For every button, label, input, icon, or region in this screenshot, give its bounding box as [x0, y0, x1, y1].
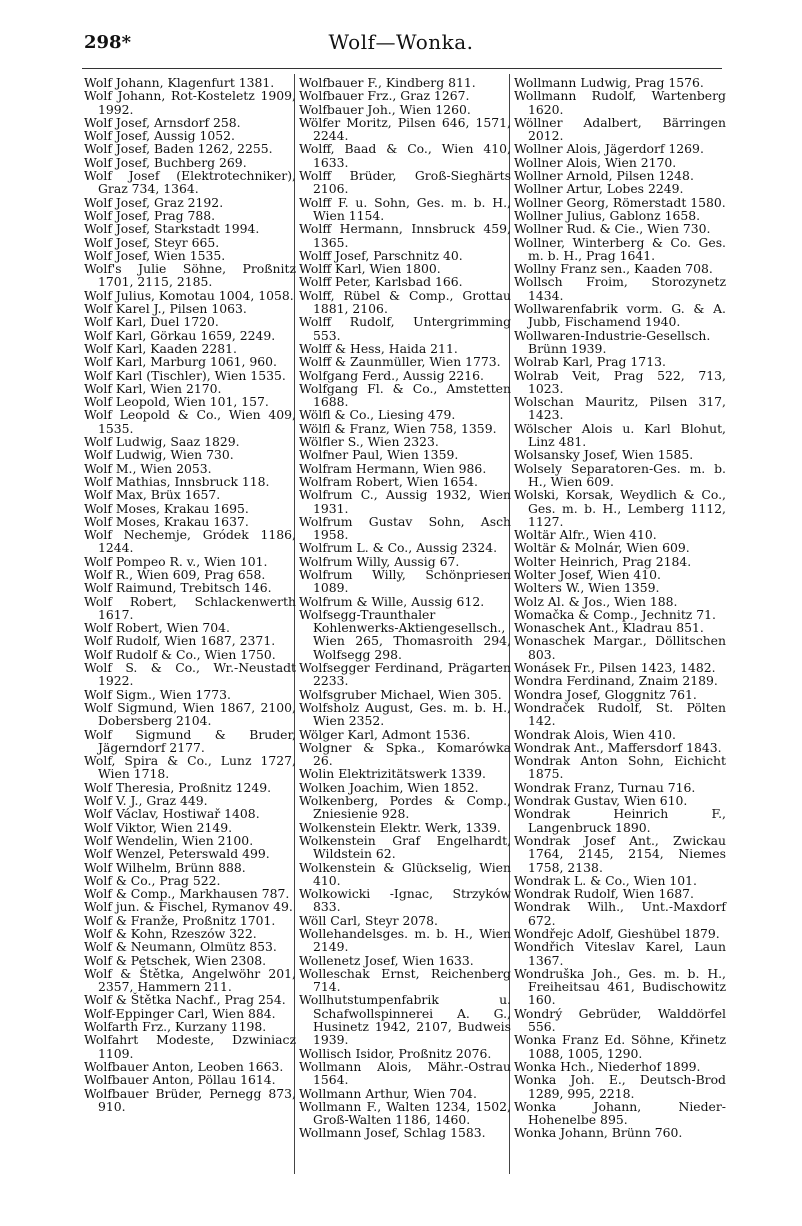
directory-entry: Wolfbauer Anton, Pöllau 1614.	[84, 1072, 276, 1088]
directory-entry: Wolfram Hermann, Wien 986.	[299, 460, 487, 476]
directory-entry: Wolfrum L. & Co., Aussig 2324.	[299, 540, 498, 556]
directory-entry: Wöllner Adalbert, Bärringen 2012.	[514, 114, 726, 144]
directory-entry: Woltär Alfr., Wien 410.	[514, 527, 657, 543]
directory-entry: Wondruška Joh., Ges. m. b. H., Freiheitsau 461, Budischowitz 160.	[514, 965, 726, 1008]
directory-entry: Wolfrum C., Aussig 1932, Wien 1931.	[299, 487, 511, 516]
directory-entry: Wolf Wenzel, Peterswald 499.	[84, 846, 270, 862]
directory-entry: Wolters W., Wien 1359.	[514, 580, 660, 596]
directory-entry: Wonaschek Ant., Kladrau 851.	[514, 620, 704, 636]
directory-entry: Wolkenstein Elektr. Werk, 1339.	[299, 819, 501, 835]
directory-entry: Wolf Karl, Wien 2170.	[84, 380, 222, 396]
directory-entry: Wolf & Co., Prag 522.	[84, 872, 221, 888]
directory-entry: Wolfsgruber Michael, Wien 305.	[299, 686, 502, 702]
directory-entry: Wolfsholz August, Ges. m. b. H., Wien 2352.	[299, 699, 511, 729]
directory-entry: Wolf Nechemje, Gródek 1186, 1244.	[84, 527, 296, 556]
directory-entry: Wölger Karl, Admont 1536.	[299, 726, 471, 742]
directory-entry: Wolfgang Fl. & Co., Amstetten 1688.	[299, 380, 511, 410]
directory-entry: Wöll Carl, Steyr 2078.	[299, 912, 438, 928]
directory-entry: Wolfbauer Joh., Wien 1260.	[299, 101, 471, 117]
directory-entry: Wolf Václav, Hostiwař 1408.	[84, 806, 260, 822]
directory-entry: Wollmann Arthur, Wien 704.	[299, 1085, 477, 1101]
directory-entry: Wolf Mathias, Innsbruck 118.	[84, 473, 270, 489]
directory-entry: Wolkenberg, Pordes & Comp., Zniesienie 928.	[299, 793, 511, 822]
directory-entry: Wondrak Josef Ant., Zwickau 1764, 2145, 2154, Niemes 1758, 2138.	[514, 832, 726, 875]
directory-entry: Wolf Raimund, Trebitsch 146.	[84, 580, 272, 596]
directory-entry: Wonka Hch., Niederhof 1899.	[514, 1058, 701, 1074]
directory-entry: Wolf Josef, Wien 1535.	[84, 247, 226, 263]
directory-entry: Wollmann Rudolf, Wartenberg 1620.	[514, 88, 726, 117]
directory-entry: Wollner Rud. & Cie., Wien 730.	[514, 221, 711, 237]
directory-entry: Wolf Robert, Schlackenwerth 1617.	[84, 593, 296, 622]
directory-entry: Wolf Josef, Baden 1262, 2255.	[84, 141, 273, 157]
directory-entry: Wollehandelsges. m. b. H., Wien 2149.	[299, 926, 511, 955]
directory-entry: Wolfram Robert, Wien 1654.	[299, 473, 478, 489]
directory-entry: Wolfahrt Modeste, Dzwiniacz 1109.	[84, 1032, 296, 1061]
directory-entry: Wolfgang Ferd., Aussig 2216.	[299, 367, 484, 383]
directory-entry: Wondrý Gebrüder, Walddörfel 556.	[514, 1005, 726, 1035]
directory-entry: Wollner, Winterberg & Co. Ges. m. b. H., Prag 1641.	[514, 234, 726, 263]
directory-entry: Wolf S. & Co., Wr.-Neustadt 1922.	[84, 660, 296, 689]
directory-entry: Wolf Karl, Görkau 1659, 2249.	[84, 327, 276, 343]
directory-entry: Wolfrum Gustav Sohn, Asch 1958.	[299, 513, 511, 543]
directory-entry: Wollwarenfabrik vorm. G. & A. Jubb, Fischamend 1940.	[514, 301, 726, 330]
directory-entry: Wollmann F., Walten 1234, 1502, Groß-Walten 1186, 1460.	[299, 1098, 511, 1128]
directory-entry: Wölfer Moritz, Pilsen 646, 1571, 2244.	[299, 114, 511, 144]
directory-entry: Wolf Karl, Kaaden 2281.	[84, 340, 237, 356]
directory-entry: Wolf Josef, Arnsdorf 258.	[84, 114, 241, 130]
directory-column-1	[84, 76, 296, 1113]
directory-entry: Wolgner & Spka., Komarówka 26.	[299, 739, 511, 769]
directory-entry: Wolff, Baad & Co., Wien 410, 1633.	[299, 141, 511, 170]
directory-entry: Wölscher Alois u. Karl Blohut, Linz 481.	[514, 420, 726, 450]
directory-entry: Wolf Max, Brüx 1657.	[84, 487, 221, 503]
directory-entry: Wondrak Gustav, Wien 610.	[514, 793, 688, 809]
directory-entry: Womačka & Comp., Jechnitz 71.	[514, 606, 716, 622]
directory-entry: Wolfbauer Brüder, Pernegg 873, 910.	[84, 1085, 296, 1114]
directory-entry: Wolf Moses, Krakau 1637.	[84, 513, 249, 529]
directory-entry: Wondrak Anton Sohn, Eichicht 1875.	[514, 753, 726, 782]
directory-entry: Wolfner Paul, Wien 1359.	[299, 447, 459, 463]
directory-entry: Wolsansky Josef, Wien 1585.	[514, 447, 694, 463]
directory-entry: Wolleschak Ernst, Reichenberg 714.	[299, 965, 511, 995]
directory-entry: Wollner Julius, Gablonz 1658.	[514, 207, 701, 223]
directory-entry: Wolf Wendelin, Wien 2100.	[84, 832, 254, 848]
directory-entry: Wollner Alois, Wien 2170.	[514, 154, 677, 170]
directory-entry: Wondrak Heinrich F., Langenbruck 1890.	[514, 806, 726, 835]
page-header	[0, 28, 802, 58]
directory-entry: Wondrak Ant., Maffersdorf 1843.	[514, 739, 722, 755]
directory-entry: Wolkenstein Graf Engelhardt, Wildstein 62.	[299, 832, 511, 862]
directory-entry: Wolff & Zaunmüller, Wien 1773.	[299, 354, 501, 370]
directory-entry: Wolf, Spira & Co., Lunz 1727, Wien 1718.	[84, 753, 296, 782]
directory-entry: Wolf Theresia, Proßnitz 1249.	[84, 779, 272, 795]
directory-entry: Wolff Peter, Karlsbad 166.	[299, 274, 463, 290]
directory-entry: Wollner Arnold, Pilsen 1248.	[514, 168, 694, 184]
directory-entry: Wolff Hermann, Innsbruck 459, 1365.	[299, 221, 511, 250]
directory-entry: Wolfrum Willy, Aussig 67.	[299, 553, 460, 569]
directory-column-3	[514, 76, 726, 1140]
directory-entry: Wolfrum Willy, Schönpriesen 1089.	[299, 566, 511, 596]
directory-entry: Wolter Heinrich, Prag 2184.	[514, 553, 692, 569]
directory-entry: Wondrak Rudolf, Wien 1687.	[514, 886, 694, 902]
directory-entry: Wolf Karl (Tischler), Wien 1535.	[84, 367, 286, 383]
directory-entry: Wolff Karl, Wien 1800.	[299, 261, 441, 277]
directory-entry: Wolf M., Wien 2053.	[84, 460, 212, 476]
directory-entry: Wolfsegg-Traunthaler Kohlenwerks-Aktiengesellsch., Wien 265, Thomasroith 294, Wolfsegg 298.	[299, 606, 511, 662]
directory-entry: Wölfler S., Wien 2323.	[299, 434, 439, 450]
header-rule	[82, 68, 722, 69]
directory-entry: Wolf Sigm., Wien 1773.	[84, 686, 231, 702]
directory-entry: Wonka Joh. E., Deutsch-Brod 1289, 995, 2218.	[514, 1072, 726, 1101]
directory-entry: Wollsch Froim, Storozynetz 1434.	[514, 274, 726, 303]
directory-entry: Wolf Ludwig, Saaz 1829.	[84, 434, 240, 450]
directory-entry: Wollny Franz sen., Kaaden 708.	[514, 261, 713, 277]
directory-entry: Wolff, Rübel & Comp., Grottau 1881, 2106.	[299, 287, 511, 317]
directory-entry: Wolter Josef, Wien 410.	[514, 566, 661, 582]
directory-entry: Wolrab Karl, Prag 1713.	[514, 354, 666, 370]
directory-entry: Wollmann Ludwig, Prag 1576.	[514, 75, 704, 90]
directory-entry: Wollner Alois, Jägerdorf 1269.	[514, 141, 704, 157]
directory-entry: Wondřejc Adolf, Gieshübel 1879.	[514, 926, 720, 941]
directory-entry: Wolschan Mauritz, Pilsen 317, 1423.	[514, 394, 726, 423]
directory-entry: Wolf-Eppinger Carl, Wien 884.	[84, 1005, 276, 1021]
directory-entry: Wolf Julius, Komotau 1004, 1058.	[84, 287, 294, 303]
directory-entry: Wollmann Josef, Schlag 1583.	[299, 1125, 486, 1141]
directory-entry: Wölfl & Co., Liesing 479.	[299, 407, 456, 423]
directory-entry: Wolf Leopold & Co., Wien 409, 1535.	[84, 407, 296, 436]
directory-entry: Wolski, Korsak, Weydlich & Co., Ges. m. b. H., Lemberg 1112, 1127.	[514, 487, 726, 529]
directory-entry: Wolf Josef, Graz 2192.	[84, 194, 224, 210]
directory-entry: Wolfrum & Wille, Aussig 612.	[299, 593, 485, 609]
directory-entry: Wolfsegger Ferdinand, Prägarten 2233.	[299, 660, 511, 689]
directory-entry: Wollhutstumpenfabrik u. Schafwollspinnerei A. G., Husinetz 1942, 2107, Budweis 1939.	[299, 992, 511, 1048]
directory-entry: Wolf Sigmund & Bruder, Jägerndorf 2177.	[84, 726, 296, 755]
directory-entry: Wonka Johann, Brünn 760.	[514, 1125, 683, 1141]
directory-entry: Wonaschek Margar., Döllitschen 803.	[514, 633, 726, 662]
directory-entry: Wolf & Štětka, Angelwöhr 201, 2357, Hammern 211.	[84, 965, 296, 995]
directory-entry: Wolf Moses, Krakau 1695.	[84, 500, 249, 516]
directory-entry: Wollwaren-Industrie-Gesellsch. Brünn 1939.	[514, 327, 711, 356]
directory-entry: Wolf & Štětka Nachf., Prag 254.	[84, 992, 286, 1008]
directory-entry: Wolf Wilhelm, Brünn 888.	[84, 859, 246, 875]
directory-entry: Wolff & Hess, Haida 211.	[299, 340, 458, 356]
directory-entry: Wollisch Isidor, Proßnitz 2076.	[299, 1045, 492, 1061]
directory-entry: Wolf Pompeo R. v., Wien 101.	[84, 553, 268, 569]
directory-entry: Wonka Johann, Nieder-Hohenelbe 895.	[514, 1098, 726, 1128]
directory-entry: Wolkenstein & Glückselig, Wien 410.	[299, 859, 511, 888]
page-number: 298*	[84, 32, 131, 53]
directory-entry: Wolz Al. & Jos., Wien 188.	[514, 593, 678, 609]
directory-entry: Wolf Karl, Marburg 1061, 960.	[84, 354, 277, 370]
directory-entry: Wolfbauer F., Kindberg 811.	[299, 75, 476, 90]
directory-entry: Wolfbauer Frz., Graz 1267.	[299, 88, 470, 104]
directory-entry: Wolf Karl, Duel 1720.	[84, 314, 219, 330]
directory-entry: Wollner Artur, Lobes 2249.	[514, 181, 684, 197]
directory-entry: Wolin Elektrizitätswerk 1339.	[299, 766, 486, 782]
directory-entry: Wölfl & Franz, Wien 758, 1359.	[299, 420, 497, 436]
running-title: Wolf—Wonka.	[328, 30, 474, 54]
directory-entry: Wolf Josef (Elektrotechniker), Graz 734, 1364.	[84, 168, 296, 197]
directory-entry: Wolf Rudolf, Wien 1687, 2371.	[84, 633, 276, 649]
directory-entry: Wolkowicki -Ignac, Strzyków 833.	[299, 886, 511, 915]
directory-entry: Wolf jun. & Fischel, Rymanov 49.	[84, 899, 293, 915]
directory-entry: Wolff Rudolf, Untergrimming 553.	[299, 314, 511, 343]
directory-entry: Wollner Georg, Römerstadt 1580.	[514, 194, 726, 210]
directory-entry: Wolf Leopold, Wien 101, 157.	[84, 394, 269, 410]
directory-entry: Wolf Johann, Klagenfurt 1381.	[84, 75, 275, 90]
directory-entry: Wondraček Rudolf, St. Pölten 142.	[514, 699, 726, 729]
directory-entry: Wondrak Franz, Turnau 716.	[514, 779, 696, 795]
directory-entry: Wolf Josef, Starkstadt 1994.	[84, 221, 260, 237]
directory-entry: Wondřich Viteslav Karel, Laun 1367.	[514, 939, 726, 968]
directory-entry: Wolf Josef, Buchberg 269.	[84, 154, 247, 170]
directory-entry: Wolf R., Wien 609, Prag 658.	[84, 566, 266, 582]
directory-entry: Wolf & Comp., Markhausen 787.	[84, 886, 290, 902]
directory-entry: Wolf & Petschek, Wien 2308.	[84, 952, 267, 968]
directory-entry: Wolf Karel J., Pilsen 1063.	[84, 301, 247, 317]
directory-entry: Wolf Josef, Aussig 1052.	[84, 128, 235, 144]
directory-entry: Wonka Franz Ed. Söhne, Křinetz 1088, 1005, 1290.	[514, 1032, 726, 1061]
directory-entry: Wolf Sigmund, Wien 1867, 2100, Dobersberg 2104.	[84, 699, 296, 729]
directory-column-2	[299, 76, 511, 1140]
directory-entry: Wolrab Veit, Prag 522, 713, 1023.	[514, 367, 726, 396]
directory-entry: Wolf Robert, Wien 704.	[84, 620, 230, 636]
directory-entry: Wolf V. J., Graz 449.	[84, 793, 208, 809]
directory-entry: Wolf's Julie Söhne, Proßnitz 1701, 2115, 2185.	[84, 261, 296, 290]
directory-entry: Wolff Josef, Parschnitz 40.	[299, 247, 463, 263]
directory-entry: Wondrak L. & Co., Wien 101.	[514, 872, 697, 888]
directory-entry: Wolken Joachim, Wien 1852.	[299, 779, 479, 795]
directory-entry: Wolff F. u. Sohn, Ges. m. b. H., Wien 1154.	[299, 194, 511, 223]
directory-entry: Wondrak Alois, Wien 410.	[514, 726, 676, 742]
directory-entry: Wondra Josef, Gloggnitz 761.	[514, 686, 697, 702]
directory-entry: Wolf & Neumann, Olmütz 853.	[84, 939, 277, 955]
directory-entry: Wolf Viktor, Wien 2149.	[84, 819, 233, 835]
directory-entry: Wolf Josef, Steyr 665.	[84, 234, 220, 250]
directory-entry: Wondra Ferdinand, Znaim 2189.	[514, 673, 718, 689]
directory-entry: Wolf & Kohn, Rzeszów 322.	[84, 926, 257, 941]
directory-entry: Wolf Johann, Rot-Kosteletz 1909, 1992.	[84, 88, 296, 117]
directory-entry: Wolf Ludwig, Wien 730.	[84, 447, 234, 463]
directory-entry: Wollenetz Josef, Wien 1633.	[299, 952, 474, 968]
directory-entry: Wolf Rudolf & Co., Wien 1750.	[84, 646, 276, 662]
directory-entry: Woltär & Molnár, Wien 609.	[514, 540, 690, 556]
directory-entry: Wolfbauer Anton, Leoben 1663.	[84, 1058, 284, 1074]
directory-entry: Wonásek Fr., Pilsen 1423, 1482.	[514, 660, 716, 676]
directory-entry: Wolff Brüder, Groß-Sieghärts 2106.	[299, 168, 511, 197]
directory-entry: Wolsely Separatoren-Ges. m. b. H., Wien 609.	[514, 460, 726, 489]
directory-entry: Wolf Josef, Prag 788.	[84, 207, 216, 223]
directory-entry: Wondrak Wilh., Unt.-Maxdorf 672.	[514, 899, 726, 928]
directory-entry: Wollmann Alois, Mähr.-Ostrau 1564.	[299, 1058, 511, 1088]
directory-entry: Wolfarth Frz., Kurzany 1198.	[84, 1019, 267, 1035]
directory-entry: Wolf & Franže, Proßnitz 1701.	[84, 912, 276, 928]
